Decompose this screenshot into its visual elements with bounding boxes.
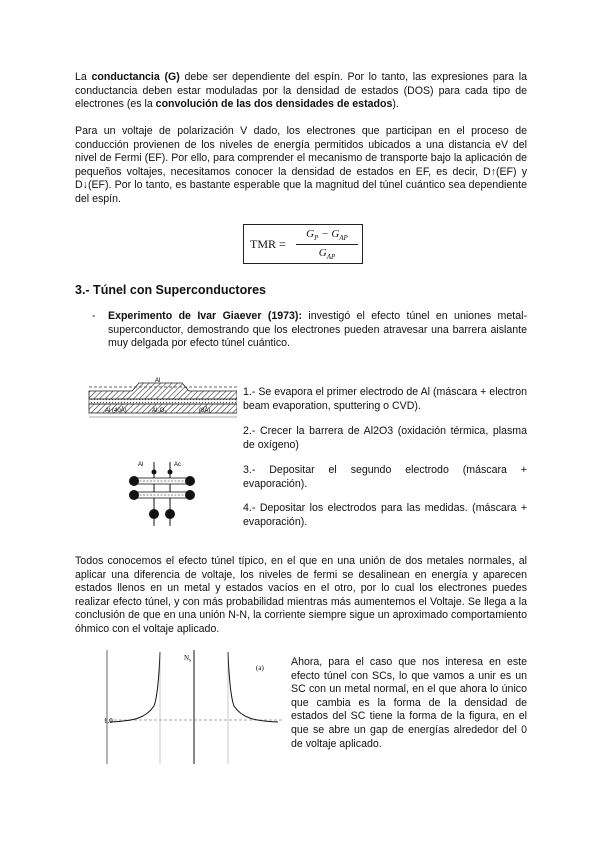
paragraph-bias-voltage: Para un voltaje de polarización V dado, los electrones que participan en el proceso de conducción provienen de los niveles de energía permitidos ubicados a una distancia eV del nivel de Fermi (EF). Por ello, para comprender el mecanismo de transporte bajo la aplicación de pequeños voltajes, necesitamos conocer la densidad de estados en EF, es decir, D↑(EF) y D↓(EF). Por lo tanto, es bastante esperable que la magnitud del túnel cuántico sea dependiente del espín. <box>75 125 527 205</box>
subscript: AP <box>339 234 348 243</box>
junction-layers-figure <box>87 377 237 423</box>
text-run: ). <box>392 98 399 111</box>
subscript: AP <box>326 253 336 262</box>
section-title: 3.- Túnel con Superconductores <box>75 283 266 297</box>
bullet-dash: - <box>92 310 96 322</box>
label-ns: $N_s$ <box>184 654 192 664</box>
symbol-g: G <box>318 247 327 260</box>
dos-curve-right <box>228 652 278 722</box>
paragraph-sc-tunneling: Ahora, para el caso que nos interesa en este efecto túnel con SCs, lo que vamos a unir es un SC con un metal normal, en el que ahora lo único que cambia es la forma de la densidad de estados del SC tiene la forma de la figura, en el que se abre un gap de energías alrededor del 0 de voltaje aplicado. <box>291 656 527 750</box>
dos-curve-left <box>110 652 160 722</box>
contact-pad <box>129 490 139 500</box>
contact-pad <box>185 476 195 486</box>
step-3: 3.- Depositar el segundo electrodo (máscara + evaporación). <box>243 464 527 490</box>
tmr-formula <box>243 224 363 264</box>
bullet-text: investigó el efecto túnel en uniones metal-superconductor, demostrando que los electrones pueden atravesar una barrera aislante muy delgada por efecto túnel cuántico. <box>108 310 527 350</box>
text-run: debe ser dependiente del espín. Por lo tanto, las expresiones para la conductancia deben estar moduladas por la densidad de estados (DOS) para cada tipo de electrones (es la <box>75 71 527 111</box>
symbol-g: G <box>306 228 315 240</box>
contact-dot <box>168 470 173 475</box>
label-a: (a) <box>256 664 264 672</box>
sc-dos-figure <box>104 648 284 766</box>
formula-fraction <box>296 228 358 261</box>
term-convolution: convolución de las dos densidades de estados <box>155 98 393 111</box>
contact-pad <box>165 509 175 519</box>
bullet-heading: Experimento de Ivar Giaever (1973): <box>108 310 302 322</box>
paragraph-conductance <box>75 71 527 112</box>
step-4: 4.- Depositar los electrodos para las medidas. (máscara + evaporación). <box>243 502 527 528</box>
contact-pad <box>129 476 139 486</box>
operator-minus: − <box>318 228 332 240</box>
label-al2o3: Al2O3 <box>152 408 167 414</box>
paragraph-nn-tunneling: Todos conocemos el efecto túnel típico, en el que en una unión de dos metales normales, al aplicar una diferencia de voltaje, los niveles de fermi se desalinean en energía y aparecen estados llenos en un metal y estados vacíos en el otro, por lo cual los electrones puedes realizar efecto túnel, y con más probabilidad mientras más aumentemos el Voltaje. Se llega a la conclusión de que en una unión N-N, la corriente siempre sigue un aproximado comportamiento óhmico con el voltaje aplicado. <box>75 555 527 635</box>
term-conductance: conductancia (G) <box>91 71 180 83</box>
oxide-layer <box>89 399 237 404</box>
contact-pad <box>185 490 195 500</box>
contact-dot <box>152 470 157 475</box>
contact-pad <box>149 509 159 519</box>
subscript: P <box>314 234 319 243</box>
top-al-layer <box>89 383 237 399</box>
formula-denominator <box>296 245 358 261</box>
step-2: 2.- Crecer la barrera de Al2O3 (oxidación térmica, plasma de oxígeno) <box>243 425 527 451</box>
label-one: 1.0 <box>104 717 113 725</box>
text-run: La <box>75 71 92 83</box>
crossed-electrodes-figure <box>124 456 204 528</box>
formula-lhs: TMR = <box>250 237 286 251</box>
label-oxide-thickness: (8Å) <box>199 408 211 414</box>
label-al-top: Al <box>155 378 161 384</box>
bullet-giaever <box>108 310 527 351</box>
label-ac-electrode: Ac <box>174 462 182 468</box>
symbol-g: G <box>331 228 340 240</box>
step-1: 1.- Se evapora el primer electrodo de Al (máscara + electron beam evaporation, sputtering o CVD). <box>243 386 527 412</box>
label-al-electrode: Al <box>138 462 144 468</box>
label-al-thickness: Al (40Å) <box>105 408 127 414</box>
formula-numerator <box>296 228 358 245</box>
